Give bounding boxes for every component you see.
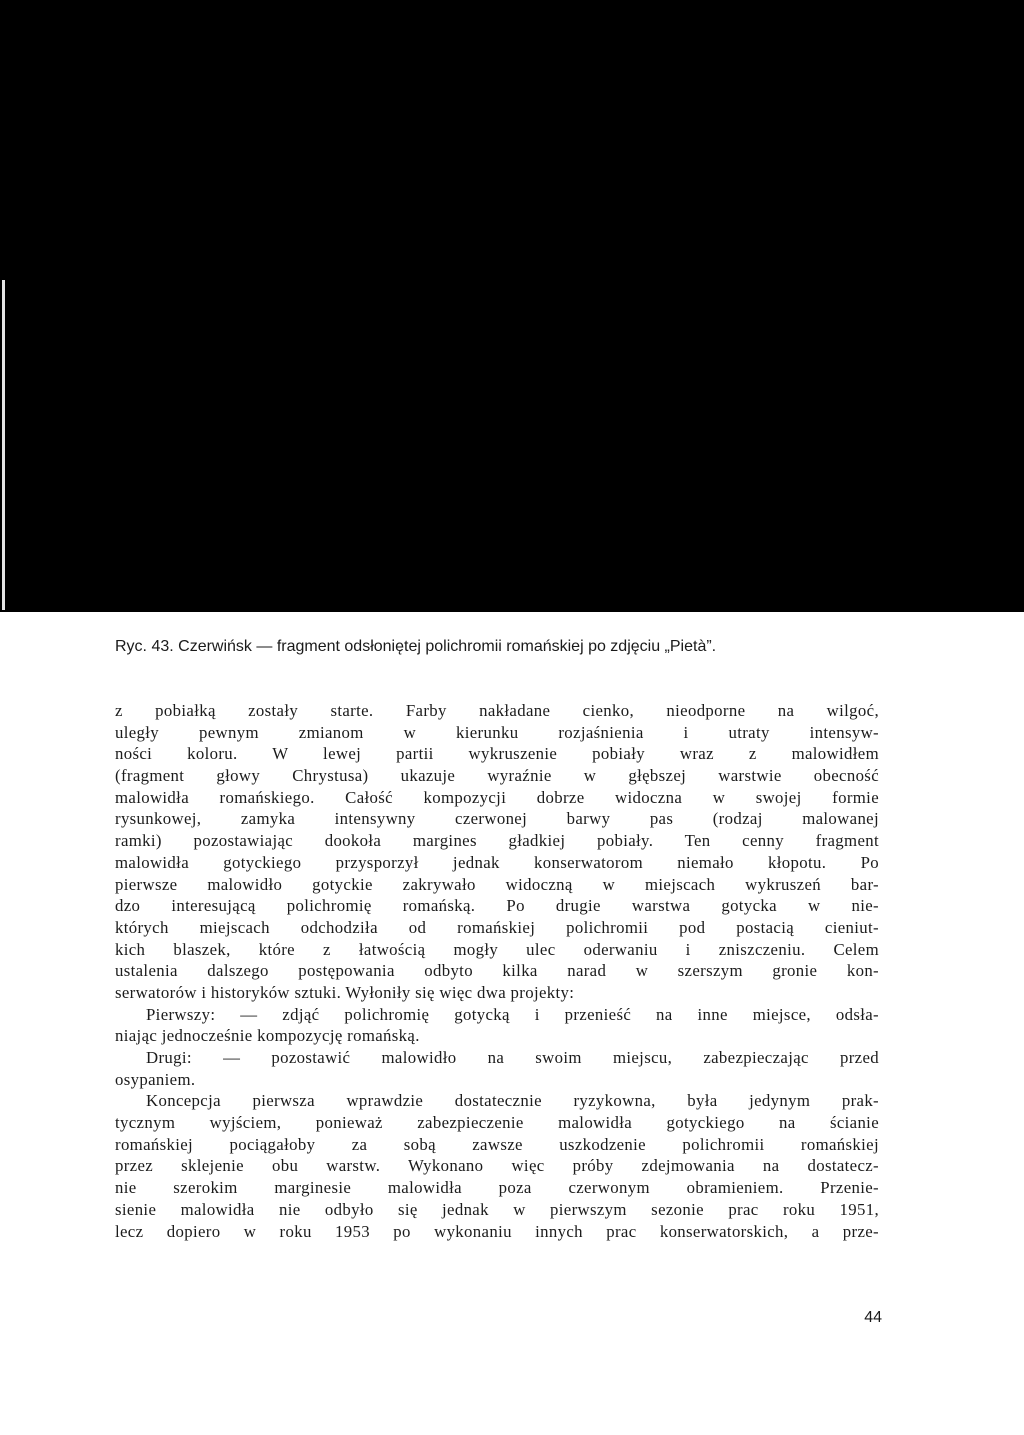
text-line: osypaniem.: [115, 1069, 196, 1089]
text-line: malowidła romańskiego. Całość kompozycji dobrze widoczna w swojej formie: [115, 787, 879, 807]
page-number: 44: [864, 1309, 882, 1326]
text-line: których miejscach odchodziła od romańskiej polichromii pod postacią cieniut-: [115, 917, 879, 937]
text-line: lecz dopiero w roku 1953 po wykonaniu innych prac konserwatorskich, a prze-: [115, 1221, 879, 1241]
text-line: dzo interesującą polichromię romańską. Po drugie warstwa gotycka w nie-: [115, 896, 879, 916]
text-line: uległy pewnym zmianom w kierunku rozjaśnienia i utraty intensyw-: [115, 722, 879, 742]
figure-caption: Ryc. 43. Czerwińsk — fragment odsłoniętej polichromii romańskiej po zdjęciu „Pietà”.: [115, 638, 717, 655]
text-line: Drugi: — pozostawić malowidło na swoim miejscu, zabezpieczając przed: [146, 1048, 879, 1067]
text-line: serwatorów i historyków sztuki. Wyłoniły się więc dwa projekty:: [115, 982, 575, 1002]
text-line: Pierwszy: — zdjąć polichromię gotycką i przenieść na inne miejsce, odsła-: [146, 1004, 879, 1024]
body-text: [115, 700, 879, 1242]
text-line: niając jednocześnie kompozycję romańską.: [115, 1026, 420, 1046]
text-line: sienie malowidła nie odbyło się jednak w pierwszym sezonie prac roku 1951,: [115, 1199, 879, 1219]
text-line: ności koloru. W lewej partii wykruszenie pobiały wraz z malowidłem: [115, 744, 879, 764]
figure-photograph: [0, 0, 1024, 612]
text-line: tycznym wyjściem, ponieważ zabezpieczenie malowidła gotyckiego na ścianie: [115, 1113, 879, 1133]
text-line: ustalenia dalszego postępowania odbyto kilka narad w szerszym gronie kon-: [115, 961, 879, 981]
text-line: romańskiej pociągałoby za sobą zawsze uszkodzenie polichromii romańskiej: [115, 1134, 879, 1154]
text-line: pierwsze malowidło gotyckie zakrywało widoczną w miejscach wykruszeń bar-: [115, 874, 879, 894]
text-line: rysunkowej, zamyka intensywny czerwonej barwy pas (rodzaj malowanej: [115, 809, 879, 829]
text-line: przez sklejenie obu warstw. Wykonano więc próby zdejmowania na dostatecz-: [115, 1156, 879, 1176]
photo-edge: [2, 280, 5, 610]
text-line: z pobiałką zostały starte. Farby nakładane cienko, nieodporne na wilgoć,: [115, 701, 879, 720]
text-line: (fragment głowy Chrystusa) ukazuje wyraźnie w głębszej warstwie obecność: [115, 766, 879, 786]
text-line: malowidła gotyckiego przysporzył jednak konserwatorom niemało kłopotu. Po: [115, 852, 879, 872]
text-line: Koncepcja pierwsza wprawdzie dostatecznie ryzykowna, była jedynym prak-: [146, 1091, 879, 1111]
text-line: ramki) pozostawiając dookoła margines gładkiej pobiały. Ten cenny fragment: [115, 831, 879, 851]
text-line: nie szerokim marginesie malowidła poza czerwonym obramieniem. Przenie-: [115, 1178, 879, 1198]
text-line: kich blaszek, które z łatwością mogły ulec oderwaniu i zniszczeniu. Celem: [115, 939, 879, 959]
